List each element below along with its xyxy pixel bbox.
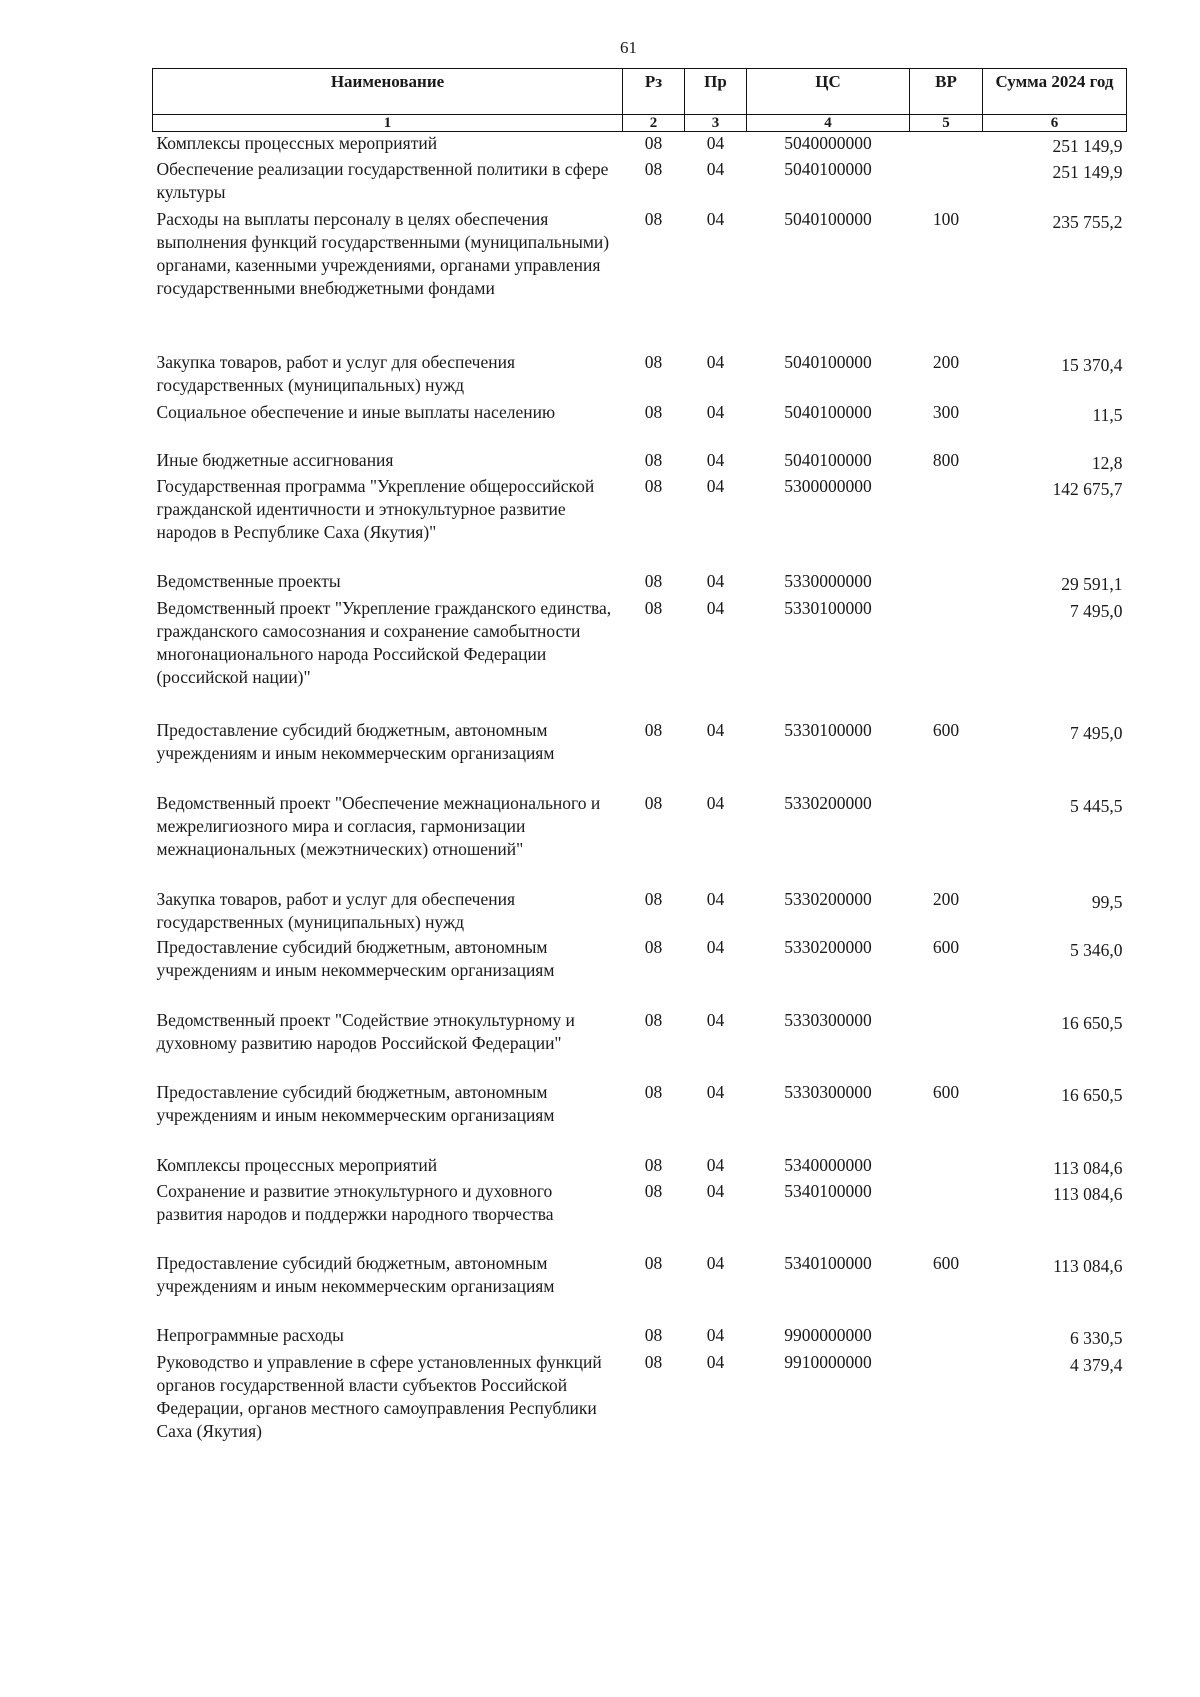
cell-vr: 800: [932, 450, 960, 470]
table-body: [153, 132, 1127, 1452]
cell-rz: 08: [644, 720, 663, 740]
column-number: 2: [623, 115, 685, 132]
cell-sum: 29 591,1: [1061, 574, 1123, 594]
table-row: [153, 1081, 1127, 1154]
cell-rz: 08: [644, 1181, 663, 1201]
cell-cs: 5330300000: [784, 1010, 872, 1030]
cell-name: Сохранение и развитие этнокультурного и духовного развития народов и поддержки народного творчества: [156, 1181, 554, 1224]
cell-name: Предоставление субсидий бюджетным, автономным учреждениям и иным некоммерческим организациям: [156, 1082, 555, 1125]
cell-pr: 04: [706, 159, 725, 179]
cell-pr: 04: [706, 793, 725, 813]
cell-vr: 600: [932, 937, 960, 957]
cell-cs: 5340100000: [784, 1253, 872, 1273]
cell-cs: 5040100000: [784, 450, 872, 470]
cell-cs: 9910000000: [784, 1352, 872, 1372]
cell-pr: 04: [706, 133, 725, 153]
cell-vr: [910, 1154, 983, 1180]
cell-pr: 04: [706, 1253, 725, 1273]
table-row: [153, 132, 1127, 159]
cell-sum: 99,5: [1091, 892, 1123, 912]
cell-pr: 04: [706, 598, 725, 618]
cell-rz: 08: [644, 1352, 663, 1372]
cell-pr: 04: [706, 1010, 725, 1030]
cell-sum: 15 370,4: [1061, 355, 1123, 375]
table-row: [153, 1351, 1127, 1451]
table-row: [153, 570, 1127, 597]
cell-name: Руководство и управление в сфере установленных функций органов государственной власти субъектов Российской Федерации, органов местного самоуправления Республики Саха (Якутия): [156, 1352, 602, 1441]
cell-name: Ведомственный проект "Обеспечение межнационального и межрелигиозного мира и согласия, гармонизации межнациональных (межэтнических) отношений": [156, 793, 601, 859]
cell-vr: 600: [932, 1082, 960, 1102]
page-number: 61: [620, 38, 637, 57]
table-row: [153, 1009, 1127, 1081]
cell-rz: 08: [644, 476, 663, 496]
cell-cs: 5330200000: [784, 889, 872, 909]
cell-name: Закупка товаров, работ и услуг для обеспечения государственных (муниципальных) нужд: [156, 889, 516, 932]
cell-pr: 04: [706, 1181, 725, 1201]
cell-cs: 5040100000: [784, 402, 872, 422]
cell-rz: 08: [644, 1082, 663, 1102]
cell-sum: 11,5: [1092, 405, 1123, 425]
cell-cs: 5330100000: [784, 720, 872, 740]
cell-pr: 04: [706, 571, 725, 591]
cell-pr: 04: [706, 1352, 725, 1372]
cell-pr: 04: [706, 476, 725, 496]
header-rz: Рз: [623, 69, 685, 115]
cell-cs: 5330300000: [784, 1082, 872, 1102]
cell-cs: 5330200000: [784, 793, 872, 813]
table-row: [153, 719, 1127, 792]
cell-pr: 04: [706, 889, 725, 909]
table-row: [153, 888, 1127, 936]
table-row: [153, 792, 1127, 888]
table-header: [153, 69, 1127, 132]
cell-name: Закупка товаров, работ и услуг для обеспечения государственных (муниципальных) нужд: [156, 352, 516, 395]
column-number: 4: [747, 115, 910, 132]
cell-cs: 5040100000: [784, 209, 872, 229]
cell-sum: 16 650,5: [1061, 1013, 1123, 1033]
cell-pr: 04: [706, 402, 725, 422]
cell-rz: 08: [644, 1325, 663, 1345]
cell-vr: [910, 792, 983, 888]
cell-rz: 08: [644, 1155, 663, 1175]
cell-cs: 5340100000: [784, 1181, 872, 1201]
cell-rz: 08: [644, 209, 663, 229]
header-cs: ЦС: [747, 69, 910, 115]
table-row: [153, 475, 1127, 570]
table-row: [153, 597, 1127, 719]
cell-sum: 113 084,6: [1053, 1184, 1123, 1204]
cell-name: Непрограммные расходы: [156, 1325, 344, 1345]
cell-sum: 6 330,5: [1070, 1328, 1123, 1348]
cell-name: Ведомственный проект "Укрепление гражданского единства, гражданского самосознания и сохранение самобытности многонационального народа Российской Федерации (российской нации)": [156, 598, 612, 687]
cell-sum: 142 675,7: [1052, 479, 1123, 499]
cell-pr: 04: [706, 209, 725, 229]
header-pr: Пр: [685, 69, 747, 115]
cell-vr: [910, 1009, 983, 1081]
cell-cs: 5330000000: [784, 571, 872, 591]
header-vr: ВР: [910, 69, 983, 115]
cell-cs: 5040100000: [784, 159, 872, 179]
cell-rz: 08: [644, 571, 663, 591]
cell-name: Предоставление субсидий бюджетным, автономным учреждениям и иным некоммерческим организациям: [156, 720, 555, 763]
cell-vr: 200: [932, 889, 960, 909]
column-number: 6: [983, 115, 1127, 132]
table-row: [153, 208, 1127, 351]
cell-rz: 08: [644, 402, 663, 422]
cell-pr: 04: [706, 1082, 725, 1102]
cell-cs: 5330200000: [784, 937, 872, 957]
cell-rz: 08: [644, 889, 663, 909]
cell-name: Государственная программа "Укрепление общероссийской гражданской идентичности и этнокультурное развитие народов в Республике Саха (Якутия)": [156, 476, 595, 542]
cell-name: Комплексы процессных мероприятий: [156, 1155, 438, 1175]
cell-rz: 08: [644, 1253, 663, 1273]
table-row: [153, 936, 1127, 1009]
cell-rz: 08: [644, 598, 663, 618]
cell-pr: 04: [706, 937, 725, 957]
cell-sum: 113 084,6: [1053, 1256, 1123, 1276]
cell-name: Предоставление субсидий бюджетным, автономным учреждениям и иным некоммерческим организациям: [156, 937, 555, 980]
cell-vr: [910, 475, 983, 570]
cell-rz: 08: [644, 159, 663, 179]
cell-pr: 04: [706, 1325, 725, 1345]
cell-sum: 5 445,5: [1070, 796, 1123, 816]
cell-sum: 5 346,0: [1070, 940, 1123, 960]
cell-sum: 7 495,0: [1070, 601, 1123, 621]
table-row: [153, 1252, 1127, 1324]
cell-vr: [910, 1351, 983, 1451]
cell-rz: 08: [644, 133, 663, 153]
table-row: [153, 158, 1127, 208]
cell-vr: 200: [932, 352, 960, 372]
header-sum: Сумма 2024 год: [983, 69, 1127, 115]
cell-sum: 251 149,9: [1052, 136, 1123, 156]
cell-sum: 251 149,9: [1052, 162, 1123, 182]
cell-rz: 08: [644, 793, 663, 813]
cell-sum: 235 755,2: [1052, 212, 1123, 232]
table-row: [153, 401, 1127, 449]
column-number: 1: [153, 115, 623, 132]
cell-sum: 113 084,6: [1053, 1158, 1123, 1178]
header-name: Наименование: [153, 69, 623, 115]
cell-name: Ведомственный проект "Содействие этнокультурному и духовному развитию народов Российской Федерации": [156, 1010, 575, 1053]
cell-name: Социальное обеспечение и иные выплаты населению: [156, 402, 556, 422]
cell-pr: 04: [706, 720, 725, 740]
cell-cs: 5040000000: [784, 133, 872, 153]
cell-cs: 5040100000: [784, 352, 872, 372]
cell-name: Комплексы процессных мероприятий: [156, 133, 438, 153]
cell-rz: 08: [644, 450, 663, 470]
cell-name: Обеспечение реализации государственной политики в сфере культуры: [156, 159, 609, 202]
cell-sum: 12,8: [1091, 453, 1123, 473]
cell-name: Расходы на выплаты персоналу в целях обеспечения выполнения функций государственными (муниципальными) органами, казенными учреждениями, органами управления государственными внебюджетными фондами: [156, 209, 610, 298]
table-row: [153, 449, 1127, 475]
cell-name: Иные бюджетные ассигнования: [156, 450, 394, 470]
cell-pr: 04: [706, 450, 725, 470]
cell-cs: 5300000000: [784, 476, 872, 496]
cell-vr: 600: [932, 1253, 960, 1273]
cell-rz: 08: [644, 937, 663, 957]
cell-pr: 04: [706, 352, 725, 372]
table-row: [153, 351, 1127, 401]
cell-rz: 08: [644, 352, 663, 372]
cell-pr: 04: [706, 1155, 725, 1175]
cell-vr: [910, 570, 983, 597]
cell-rz: 08: [644, 1010, 663, 1030]
cell-sum: 4 379,4: [1070, 1355, 1123, 1375]
column-number: 5: [910, 115, 983, 132]
table-row: [153, 1180, 1127, 1252]
cell-name: Ведомственные проекты: [156, 571, 341, 591]
cell-vr: 100: [932, 209, 960, 229]
cell-cs: 9900000000: [784, 1325, 872, 1345]
cell-sum: 16 650,5: [1061, 1085, 1123, 1105]
cell-vr: [910, 132, 983, 159]
cell-vr: 600: [932, 720, 960, 740]
budget-table: [152, 68, 1127, 1451]
table-row: [153, 1324, 1127, 1351]
cell-vr: [910, 158, 983, 208]
column-number: 3: [685, 115, 747, 132]
cell-vr: [910, 1180, 983, 1252]
cell-sum: 7 495,0: [1070, 723, 1123, 743]
cell-cs: 5330100000: [784, 598, 872, 618]
cell-vr: 300: [932, 402, 960, 422]
table-row: [153, 1154, 1127, 1180]
cell-vr: [910, 1324, 983, 1351]
cell-vr: [910, 597, 983, 719]
cell-cs: 5340000000: [784, 1155, 872, 1175]
cell-name: Предоставление субсидий бюджетным, автономным учреждениям и иным некоммерческим организациям: [156, 1253, 555, 1296]
